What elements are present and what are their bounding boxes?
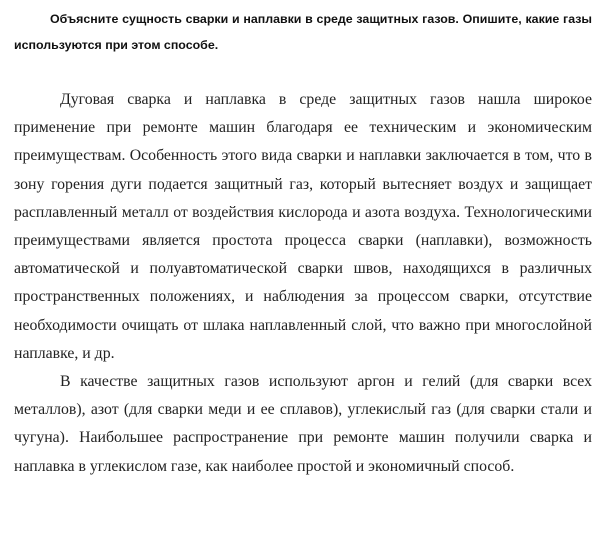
answer-paragraph-1: Дуговая сварка и наплавка в среде защитных газов нашла широкое применение при ремонте машин благодаря ее техническим и экономическим преимуществам. Особенность этого вида сварки и наплавки заключается в том, что в зону горения дуги подается защитный газ, который вытесняет воздух и защищает расплавленный металл от воздействия кислорода и азота воздуха. Технологическими преимуществами является простота процесса сварки (наплавки), возможность автоматической и полуавтоматической сварки швов, находящихся в различных пространственных положениях, и наблюдения за процессом сварки, отсутствие необходимости очищать от шлака наплавленный слой, что важно при многослойной наплавке, и др.	[14, 91, 592, 362]
question-heading: Объясните сущность сварки и наплавки в среде защитных газов. Опишите, какие газы используются при этом способе.	[14, 12, 592, 52]
answer-paragraph-2: В качестве защитных газов используют аргон и гелий (для сварки всех металлов), азот (для сварки меди и ее сплавов), углекислый газ (для сварки стали и чугуна). Наибольшее распространение при ремонте машин получили сварка и наплавка в углекислом газе, как наиболее простой и экономичный способ.	[14, 373, 592, 475]
answer-body	[14, 86, 592, 481]
